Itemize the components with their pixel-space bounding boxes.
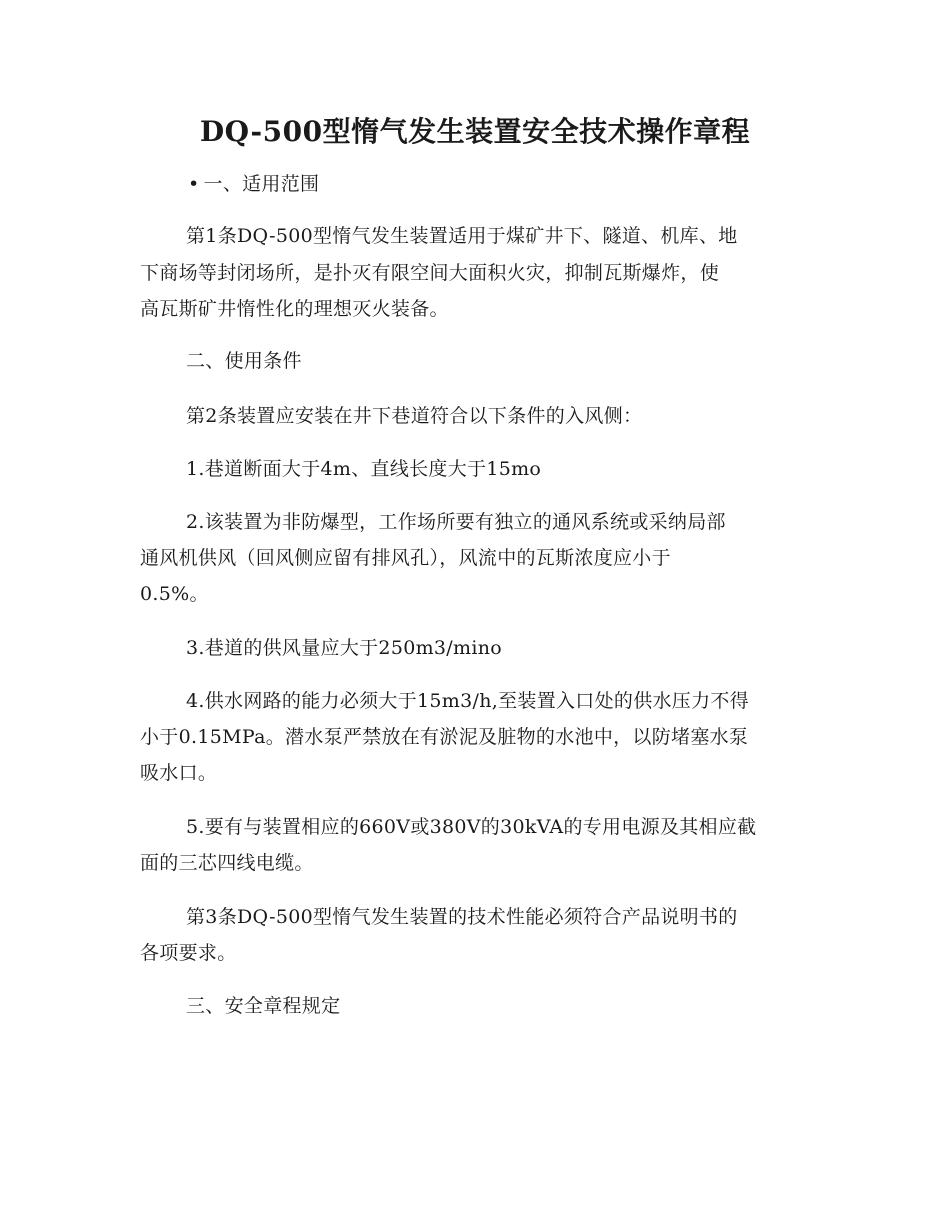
paragraph-line: 小于0.15MPa。潜水泵严禁放在有淤泥及脏物的水池中，以防堵塞水泵: [140, 726, 749, 748]
list-item: 3.巷道的供风量应大于250m3/mino: [186, 637, 502, 659]
document-title: DQ-500型惰气发生装置安全技术操作章程: [199, 115, 751, 148]
paragraph-line: 第1条DQ-500型惰气发生装置适用于煤矿井下、隧道、机库、地: [186, 225, 738, 247]
paragraph-line: 第3条DQ-500型惰气发生装置的技术性能必须符合产品说明书的: [186, 906, 738, 928]
list-item: 4.供水网路的能力必须大于15m3/h,至装置入口处的供水压力不得: [186, 690, 749, 712]
paragraph-line: 吸水口。: [140, 762, 218, 784]
list-item: 1.巷道断面大于4m、直线长度大于15mo: [186, 458, 542, 480]
paragraph-line: 下商场等封闭场所，是扑灭有限空间大面积火灾，抑制瓦斯爆炸，使: [140, 262, 720, 284]
paragraph-line: 通风机供风（回风侧应留有排风孔），风流中的瓦斯浓度应小于: [140, 547, 671, 569]
section-heading-scope: [188, 170, 319, 198]
paragraph-line: 高瓦斯矿井惰性化的理想灭火装备。: [140, 298, 449, 320]
section-heading-conditions: 二、使用条件: [186, 350, 302, 372]
paragraph-line: 面的三芯四线电缆。: [140, 852, 314, 874]
list-item: 2.该装置为非防爆型，工作场所要有独立的通风系统或采纳局部: [186, 511, 726, 533]
list-item: 5.要有与装置相应的660V或380V的30kVA的专用电源及其相应截: [186, 816, 757, 838]
paragraph-line: 第2条装置应安装在井下巷道符合以下条件的入风侧：: [186, 405, 643, 427]
section-heading-safety-rules: 三、安全章程规定: [186, 995, 341, 1017]
paragraph-line: 各项要求。: [140, 942, 237, 964]
bullet-icon: •: [188, 173, 200, 195]
section-heading-text: 一、适用范围: [203, 173, 320, 195]
paragraph-line: 0.5%。: [140, 583, 209, 605]
